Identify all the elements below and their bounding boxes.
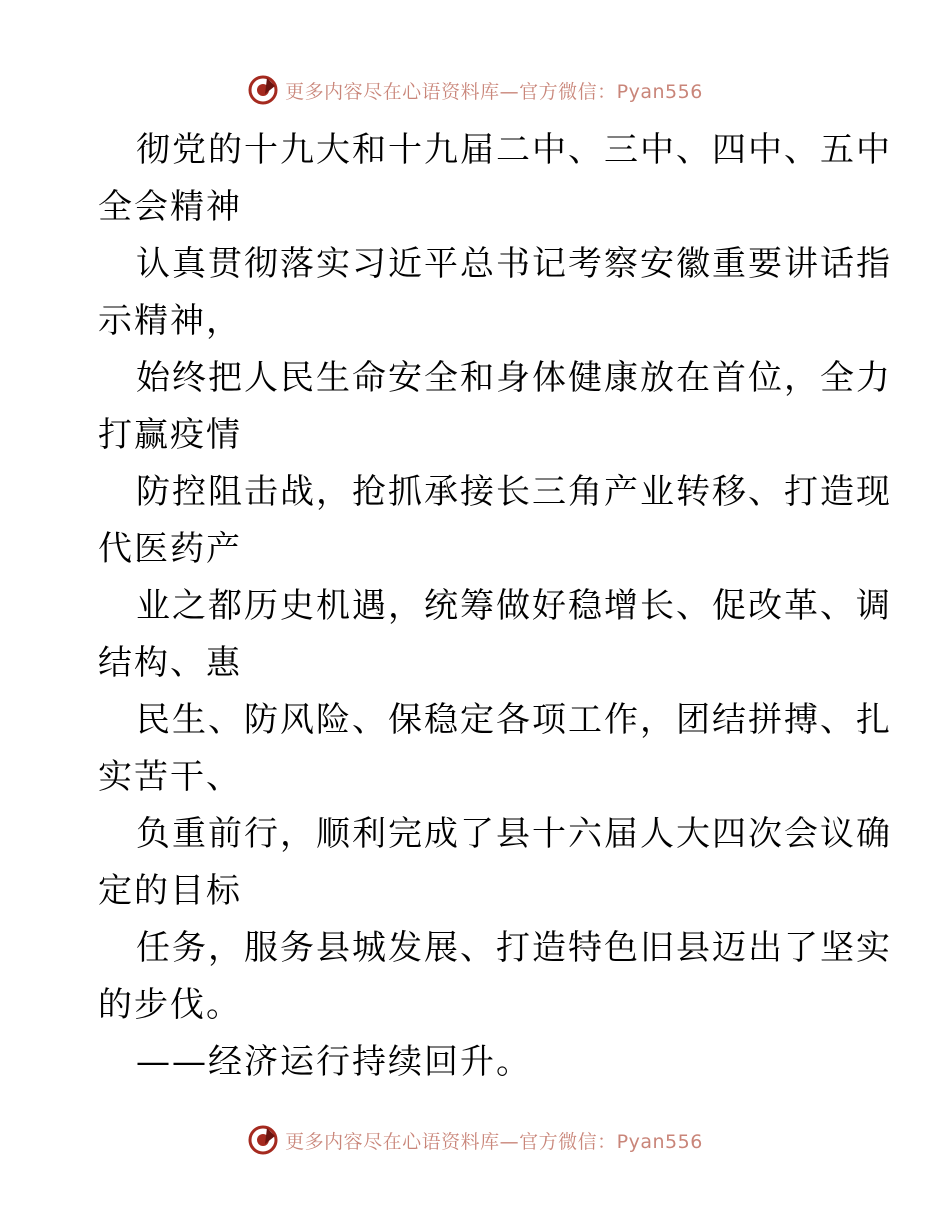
document-body bbox=[98, 122, 892, 1091]
paragraph-line: 始终把人民生命安全和身体健康放在首位，全力 bbox=[136, 358, 892, 398]
paragraph-line: 的步伐。 bbox=[98, 985, 242, 1025]
paragraph-line: 防控阻击战，抢抓承接长三角产业转移、打造现 bbox=[136, 472, 892, 512]
header-banner bbox=[0, 70, 950, 110]
paragraph-line: 彻党的十九大和十九届二中、三中、四中、五中 bbox=[136, 130, 892, 170]
paragraph-line: 示精神， bbox=[98, 301, 242, 341]
paragraph-line: 认真贯彻落实习近平总书记考察安徽重要讲话指 bbox=[136, 244, 892, 284]
paragraph-line: ——经济运行持续回升。 bbox=[136, 1042, 532, 1082]
logo-icon bbox=[247, 74, 279, 106]
paragraph-line: 打赢疫情 bbox=[98, 415, 242, 455]
paragraph-line: 负重前行，顺利完成了县十六届人大四次会议确 bbox=[136, 814, 892, 854]
footer-banner bbox=[0, 1120, 950, 1160]
paragraph-line: 定的目标 bbox=[98, 871, 242, 911]
paragraph-line: 实苦干、 bbox=[98, 757, 242, 797]
paragraph bbox=[98, 122, 892, 236]
paragraph bbox=[98, 1034, 858, 1091]
footer-banner-text: 更多内容尽在心语资料库—官方微信：Pyan556 bbox=[285, 1130, 703, 1153]
logo-icon bbox=[247, 1124, 279, 1156]
paragraph bbox=[98, 920, 892, 1034]
paragraph-line: 全会精神 bbox=[98, 187, 242, 227]
paragraph bbox=[98, 578, 892, 692]
paragraph-line: 结构、惠 bbox=[98, 643, 242, 683]
paragraph-line: 代医药产 bbox=[98, 529, 242, 569]
paragraph bbox=[98, 806, 892, 920]
paragraph bbox=[98, 350, 892, 464]
paragraph-line: 任务，服务县城发展、打造特色旧县迈出了坚实 bbox=[136, 928, 892, 968]
paragraph bbox=[98, 236, 892, 350]
paragraph bbox=[98, 692, 892, 806]
paragraph bbox=[98, 464, 892, 578]
paragraph-line: 民生、防风险、保稳定各项工作，团结拼搏、扎 bbox=[136, 700, 892, 740]
header-banner-text: 更多内容尽在心语资料库—官方微信：Pyan556 bbox=[285, 80, 703, 103]
paragraph-line: 业之都历史机遇，统筹做好稳增长、促改革、调 bbox=[136, 586, 892, 626]
